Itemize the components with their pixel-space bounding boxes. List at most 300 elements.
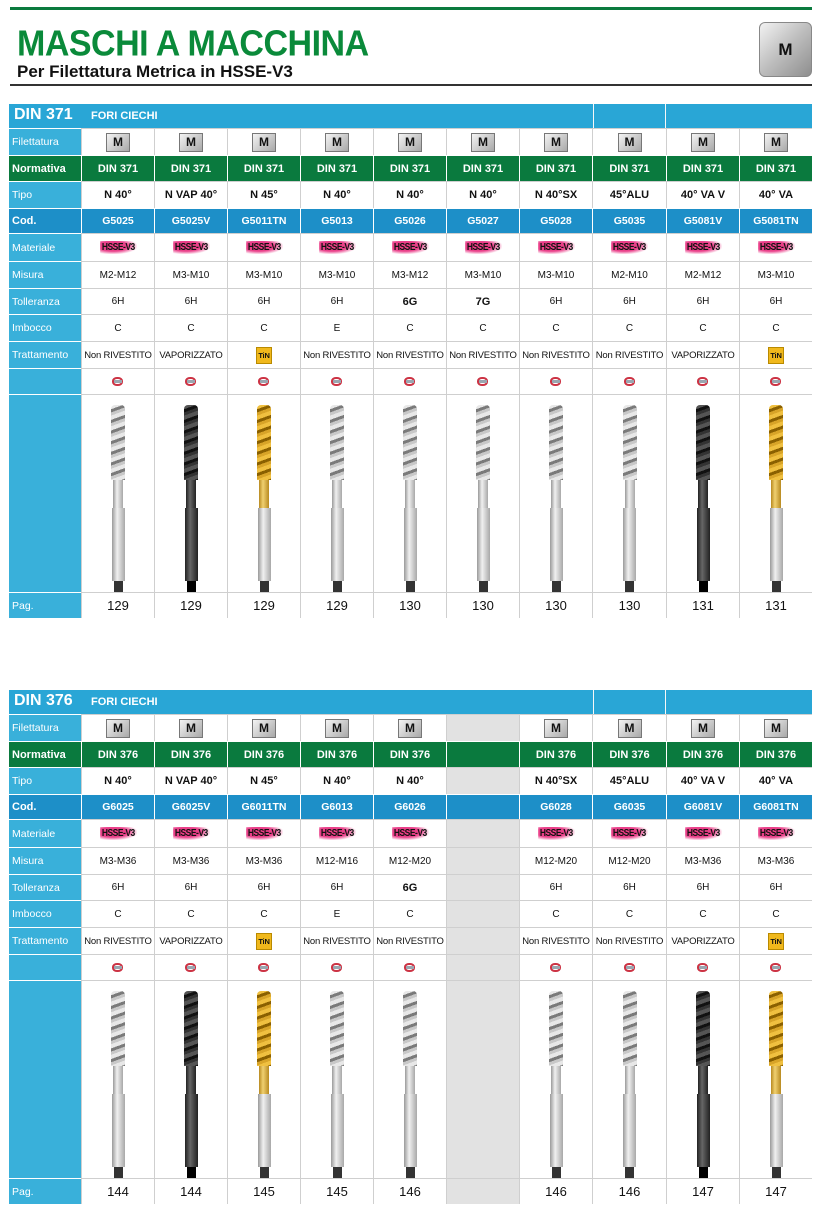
tap-image-cell — [300, 394, 373, 592]
cell-materiale — [666, 233, 739, 261]
section-header — [9, 690, 812, 714]
tin-coating-icon: TiN — [768, 347, 784, 364]
cell-tipo: 40° VA V — [666, 181, 739, 208]
cell-flute — [227, 954, 300, 980]
tap-neck — [186, 480, 196, 508]
tap-shank — [550, 1094, 563, 1167]
cell-normativa: DIN 376 — [81, 741, 154, 767]
cell-normativa: DIN 371 — [373, 155, 446, 181]
cell-pag: 130 — [446, 592, 519, 618]
cell-tipo: 40° VA V — [666, 767, 739, 794]
tap-flutes — [111, 991, 125, 1066]
cell-materiale — [446, 233, 519, 261]
spiral-flute-icon — [549, 962, 563, 974]
tap-tool-image — [696, 405, 710, 595]
cell-materiale — [300, 819, 373, 847]
header-rule — [10, 84, 812, 86]
row-label-misura: Misura — [9, 261, 81, 288]
cell-normativa: DIN 371 — [300, 155, 373, 181]
table-row-flute — [9, 954, 812, 980]
table-row-tipo — [9, 767, 812, 794]
table-row-cod — [9, 794, 812, 819]
tap-neck — [698, 1066, 708, 1094]
material-badge: HSSE-V3 — [613, 242, 646, 253]
row-label-filettatura: Filettatura — [9, 128, 81, 155]
section-subtitle: FORI CIECHI — [91, 110, 158, 122]
cell-cod: G5013 — [300, 208, 373, 233]
cell-normativa: DIN 376 — [739, 741, 812, 767]
material-badge: HSSE-V3 — [539, 242, 573, 253]
tap-shank — [331, 508, 344, 581]
cell-cod: G6081TN — [739, 794, 812, 819]
cell-normativa: DIN 371 — [666, 155, 739, 181]
tap-image-cell — [154, 394, 227, 592]
page-subtitle: Per Filettatura Metrica in HSSE-V3 — [17, 62, 293, 81]
tap-flutes — [184, 991, 198, 1066]
cell-trattamento — [227, 341, 300, 368]
tap-tool-image — [111, 991, 125, 1181]
thread-m-icon: M — [471, 133, 495, 152]
row-label-imbocco: Imbocco — [9, 314, 81, 341]
cell-trattamento: Non RIVESTITO — [592, 927, 666, 954]
tap-neck — [113, 1066, 123, 1094]
cell-pag: 130 — [592, 592, 666, 618]
header-cap — [666, 104, 812, 128]
cell-misura: M3-M10 — [739, 261, 812, 288]
cell-filettatura — [666, 714, 739, 741]
cell-trattamento: Non RIVESTITO — [592, 341, 666, 368]
material-badge: HSSE-V3 — [393, 242, 427, 253]
tap-shank — [697, 1094, 710, 1167]
cell-cod: G6026 — [373, 794, 446, 819]
cell-normativa: DIN 376 — [519, 741, 592, 767]
section-din-label: DIN 371 — [14, 106, 73, 123]
tap-image-cell — [446, 394, 519, 592]
spiral-flute-icon — [549, 376, 563, 388]
tap-shank — [112, 508, 125, 581]
tap-neck — [698, 480, 708, 508]
tap-image-cell — [300, 980, 373, 1178]
cell-cod: G6028 — [519, 794, 592, 819]
cell-tolleranza: 6H — [666, 288, 739, 314]
tap-tool-image — [184, 991, 198, 1181]
cell-misura: M3-M36 — [739, 847, 812, 874]
cell-materiale — [227, 233, 300, 261]
thread-m-icon: M — [764, 719, 788, 738]
cell-imbocco: C — [592, 900, 666, 927]
tap-tool-image — [769, 991, 783, 1181]
cell-materiale — [81, 233, 154, 261]
cell-cod: G6011TN — [227, 794, 300, 819]
cell-pag — [446, 1178, 519, 1204]
cell-materiale — [446, 819, 519, 847]
cell-pag: 129 — [300, 592, 373, 618]
tap-flutes — [696, 405, 710, 480]
tap-image-cell — [592, 980, 666, 1178]
row-label-tolleranza: Tolleranza — [9, 288, 81, 314]
cell-imbocco: C — [81, 900, 154, 927]
tap-tool-image — [403, 405, 417, 595]
cell-tolleranza: 6H — [519, 874, 592, 900]
spiral-flute-icon — [257, 962, 271, 974]
thread-m-icon: M — [618, 719, 642, 738]
cell-trattamento: VAPORIZZATO — [666, 927, 739, 954]
cell-filettatura — [300, 714, 373, 741]
table-row-image — [9, 980, 812, 1178]
spiral-flute-icon — [184, 962, 198, 974]
cell-cod: G5027 — [446, 208, 519, 233]
row-label-flute — [9, 954, 81, 980]
cell-filettatura — [227, 714, 300, 741]
table-row-tolleranza — [9, 288, 812, 314]
cell-pag: 129 — [227, 592, 300, 618]
cell-imbocco: E — [300, 900, 373, 927]
tap-shank — [331, 1094, 344, 1167]
cell-cod: G5025 — [81, 208, 154, 233]
row-label-cod: Cod. — [9, 208, 81, 233]
tap-image-cell — [519, 394, 592, 592]
material-badge: HSSE-V3 — [174, 242, 208, 253]
cell-imbocco: C — [227, 314, 300, 341]
cell-filettatura — [154, 714, 227, 741]
tap-image-cell — [227, 980, 300, 1178]
cell-misura: M3-M10 — [227, 261, 300, 288]
section-header — [9, 104, 812, 128]
spiral-flute-icon — [476, 376, 490, 388]
row-label-pag: Pag. — [9, 1178, 81, 1204]
tap-image-cell — [666, 980, 739, 1178]
cell-imbocco: E — [300, 314, 373, 341]
cell-tolleranza: 6H — [739, 874, 812, 900]
material-badge: HSSE-V3 — [686, 242, 720, 253]
cell-misura — [446, 847, 519, 874]
cell-materiale — [519, 233, 592, 261]
cell-misura: M12-M16 — [300, 847, 373, 874]
tap-shank — [404, 508, 417, 581]
cell-misura: M3-M36 — [154, 847, 227, 874]
cell-flute — [592, 368, 666, 394]
cell-tipo: 45°ALU — [592, 767, 666, 794]
material-badge: HSSE-V3 — [613, 828, 646, 839]
cell-misura: M12-M20 — [519, 847, 592, 874]
spiral-flute-icon — [184, 376, 198, 388]
tap-flutes — [769, 991, 783, 1066]
cell-imbocco: C — [666, 314, 739, 341]
row-label-materiale: Materiale — [9, 233, 81, 261]
tap-tool-image — [549, 991, 563, 1181]
cell-cod: G5035 — [592, 208, 666, 233]
cell-filettatura — [446, 714, 519, 741]
cell-tolleranza: 6H — [81, 874, 154, 900]
row-label-imbocco: Imbocco — [9, 900, 81, 927]
cell-pag: 144 — [81, 1178, 154, 1204]
cell-filettatura — [739, 128, 812, 155]
tap-neck — [478, 480, 488, 508]
cell-normativa: DIN 376 — [227, 741, 300, 767]
cell-tolleranza: 6H — [81, 288, 154, 314]
table-row-cod — [9, 208, 812, 233]
tap-shank — [550, 508, 563, 581]
tap-neck — [259, 480, 269, 508]
tap-neck — [186, 1066, 196, 1094]
cell-trattamento — [739, 927, 812, 954]
tap-flutes — [549, 991, 563, 1066]
cell-materiale — [300, 233, 373, 261]
spiral-flute-icon — [257, 376, 271, 388]
cell-misura: M3-M36 — [81, 847, 154, 874]
thread-m-icon: M — [398, 133, 422, 152]
cell-cod: G5028 — [519, 208, 592, 233]
tap-neck — [332, 1066, 342, 1094]
cell-cod: G5025V — [154, 208, 227, 233]
cell-flute — [666, 368, 739, 394]
cell-cod: G6081V — [666, 794, 739, 819]
tap-tool-image — [623, 991, 637, 1181]
thread-m-icon: M — [252, 133, 276, 152]
row-label-cod: Cod. — [9, 794, 81, 819]
cell-trattamento: Non RIVESTITO — [519, 341, 592, 368]
row-label-trattamento: Trattamento — [9, 341, 81, 368]
tap-flutes — [769, 405, 783, 480]
tap-flutes — [476, 405, 490, 480]
cell-imbocco: C — [373, 314, 446, 341]
tap-shank — [185, 1094, 198, 1167]
cell-filettatura — [300, 128, 373, 155]
spiral-flute-icon — [696, 962, 710, 974]
tap-shank — [770, 1094, 783, 1167]
thread-m-icon: M — [544, 133, 568, 152]
cell-cod — [446, 794, 519, 819]
cell-filettatura — [666, 128, 739, 155]
spiral-flute-icon — [330, 962, 344, 974]
tap-flutes — [623, 405, 637, 480]
cell-flute — [154, 954, 227, 980]
tap-flutes — [111, 405, 125, 480]
tap-flutes — [257, 991, 271, 1066]
cell-filettatura — [446, 128, 519, 155]
cell-flute — [227, 368, 300, 394]
cell-filettatura — [81, 714, 154, 741]
tap-image-cell — [373, 980, 446, 1178]
row-label-pag: Pag. — [9, 592, 81, 618]
cell-pag: 145 — [227, 1178, 300, 1204]
row-label-filettatura: Filettatura — [9, 714, 81, 741]
table-row-pag — [9, 592, 812, 618]
top-rule — [10, 7, 812, 10]
cell-pag: 146 — [373, 1178, 446, 1204]
tap-tool-image — [403, 991, 417, 1181]
tap-image-cell — [81, 394, 154, 592]
table-row-materiale — [9, 233, 812, 261]
cell-flute — [81, 954, 154, 980]
tap-neck — [625, 1066, 635, 1094]
cell-normativa: DIN 371 — [81, 155, 154, 181]
tap-image-cell — [81, 980, 154, 1178]
material-badge: HSSE-V3 — [174, 828, 208, 839]
thread-m-icon: M — [618, 133, 642, 152]
cell-imbocco: C — [154, 900, 227, 927]
cell-imbocco: C — [739, 314, 812, 341]
cell-pag: 130 — [519, 592, 592, 618]
cell-tipo: N VAP 40° — [154, 767, 227, 794]
cell-trattamento: Non RIVESTITO — [446, 341, 519, 368]
tap-flutes — [403, 405, 417, 480]
cell-normativa: DIN 371 — [739, 155, 812, 181]
tin-coating-icon: TiN — [256, 347, 272, 364]
cell-filettatura — [227, 128, 300, 155]
cell-tipo: N 45° — [227, 181, 300, 208]
cell-misura: M3-M36 — [666, 847, 739, 874]
cell-trattamento: VAPORIZZATO — [666, 341, 739, 368]
cell-normativa: DIN 376 — [592, 741, 666, 767]
tap-flutes — [549, 405, 563, 480]
cell-materiale — [154, 233, 227, 261]
cell-imbocco: C — [81, 314, 154, 341]
tap-image-cell — [227, 394, 300, 592]
thread-m-icon: M — [252, 719, 276, 738]
header-cap — [666, 690, 812, 714]
cell-flute — [373, 368, 446, 394]
tap-tool-image — [476, 405, 490, 595]
cell-materiale — [739, 233, 812, 261]
row-label-materiale: Materiale — [9, 819, 81, 847]
cell-cod: G6035 — [592, 794, 666, 819]
tap-shank — [112, 1094, 125, 1167]
cell-trattamento: VAPORIZZATO — [154, 341, 227, 368]
cell-misura: M2-M12 — [666, 261, 739, 288]
cell-normativa: DIN 376 — [154, 741, 227, 767]
tap-image-cell — [666, 394, 739, 592]
cell-tipo: N 40° — [373, 181, 446, 208]
cell-normativa: DIN 376 — [666, 741, 739, 767]
cell-normativa: DIN 376 — [300, 741, 373, 767]
cell-misura: M3-M36 — [227, 847, 300, 874]
row-label-image — [9, 980, 81, 1178]
row-label-trattamento: Trattamento — [9, 927, 81, 954]
cell-tolleranza: 6H — [666, 874, 739, 900]
material-badge: HSSE-V3 — [686, 828, 720, 839]
table-row-misura — [9, 261, 812, 288]
cell-filettatura — [373, 128, 446, 155]
cell-tolleranza: 6H — [154, 874, 227, 900]
cell-cod: G5081TN — [739, 208, 812, 233]
cell-filettatura — [592, 714, 666, 741]
row-label-image — [9, 394, 81, 592]
cell-flute — [373, 954, 446, 980]
cell-pag: 144 — [154, 1178, 227, 1204]
cell-imbocco: C — [154, 314, 227, 341]
cell-imbocco: C — [666, 900, 739, 927]
cell-pag: 147 — [666, 1178, 739, 1204]
tap-tool-image — [696, 991, 710, 1181]
tap-image-cell — [154, 980, 227, 1178]
cell-cod: G6025 — [81, 794, 154, 819]
din-376-table — [9, 690, 812, 1204]
tap-tool-image — [330, 991, 344, 1181]
cell-trattamento: Non RIVESTITO — [300, 341, 373, 368]
cell-tolleranza: 6H — [154, 288, 227, 314]
cell-pag: 145 — [300, 1178, 373, 1204]
tap-image-cell — [373, 394, 446, 592]
material-badge: HSSE-V3 — [247, 828, 281, 839]
tap-flutes — [623, 991, 637, 1066]
cell-materiale — [373, 819, 446, 847]
cell-tipo: 40° VA — [739, 181, 812, 208]
cell-flute — [519, 368, 592, 394]
thread-m-icon: M — [544, 719, 568, 738]
material-badge: HSSE-V3 — [101, 828, 135, 839]
cell-trattamento: VAPORIZZATO — [154, 927, 227, 954]
tap-neck — [332, 480, 342, 508]
thread-m-icon: M — [691, 133, 715, 152]
cell-tolleranza: 6H — [592, 874, 666, 900]
cell-cod: G5081V — [666, 208, 739, 233]
header-cap — [594, 104, 665, 128]
cell-tolleranza: 6G — [373, 874, 446, 900]
cell-pag: 147 — [739, 1178, 812, 1204]
cell-materiale — [519, 819, 592, 847]
cell-tolleranza: 6H — [592, 288, 666, 314]
page-title: MASCHI A MACCHINA — [17, 24, 369, 64]
cell-trattamento: Non RIVESTITO — [519, 927, 592, 954]
tap-neck — [259, 1066, 269, 1094]
material-badge: HSSE-V3 — [101, 242, 135, 253]
cell-tolleranza: 6H — [300, 874, 373, 900]
cell-tipo: N 40° — [81, 767, 154, 794]
cell-misura: M3-M12 — [373, 261, 446, 288]
cell-flute — [666, 954, 739, 980]
cell-tolleranza: 6H — [300, 288, 373, 314]
table-row-tolleranza — [9, 874, 812, 900]
table-row-materiale — [9, 819, 812, 847]
material-badge: HSSE-V3 — [320, 828, 354, 839]
section-subtitle: FORI CIECHI — [91, 696, 158, 708]
table-row-pag — [9, 1178, 812, 1204]
cell-normativa: DIN 376 — [373, 741, 446, 767]
thread-m-icon: M — [764, 133, 788, 152]
table-row-image — [9, 394, 812, 592]
metric-badge: M — [759, 22, 812, 77]
tap-shank — [258, 1094, 271, 1167]
cell-flute — [300, 368, 373, 394]
tap-flutes — [403, 991, 417, 1066]
spiral-flute-icon — [769, 376, 783, 388]
cell-pag: 146 — [592, 1178, 666, 1204]
row-label-tipo: Tipo — [9, 181, 81, 208]
cell-tipo: 40° VA — [739, 767, 812, 794]
tap-neck — [405, 1066, 415, 1094]
cell-materiale — [666, 819, 739, 847]
cell-filettatura — [739, 714, 812, 741]
cell-trattamento: Non RIVESTITO — [373, 927, 446, 954]
tap-image-cell — [519, 980, 592, 1178]
cell-misura: M3-M10 — [300, 261, 373, 288]
cell-flute — [446, 954, 519, 980]
table-row-filettatura — [9, 714, 812, 741]
spiral-flute-icon — [111, 962, 125, 974]
cell-tipo: 45°ALU — [592, 181, 666, 208]
tap-shank — [477, 508, 490, 581]
cell-filettatura — [373, 714, 446, 741]
cell-imbocco: C — [592, 314, 666, 341]
cell-flute — [592, 954, 666, 980]
cell-tipo: N 40°SX — [519, 181, 592, 208]
thread-m-icon: M — [398, 719, 422, 738]
table-row-imbocco — [9, 900, 812, 927]
material-badge: HSSE-V3 — [247, 242, 281, 253]
tap-neck — [771, 480, 781, 508]
cell-materiale — [154, 819, 227, 847]
